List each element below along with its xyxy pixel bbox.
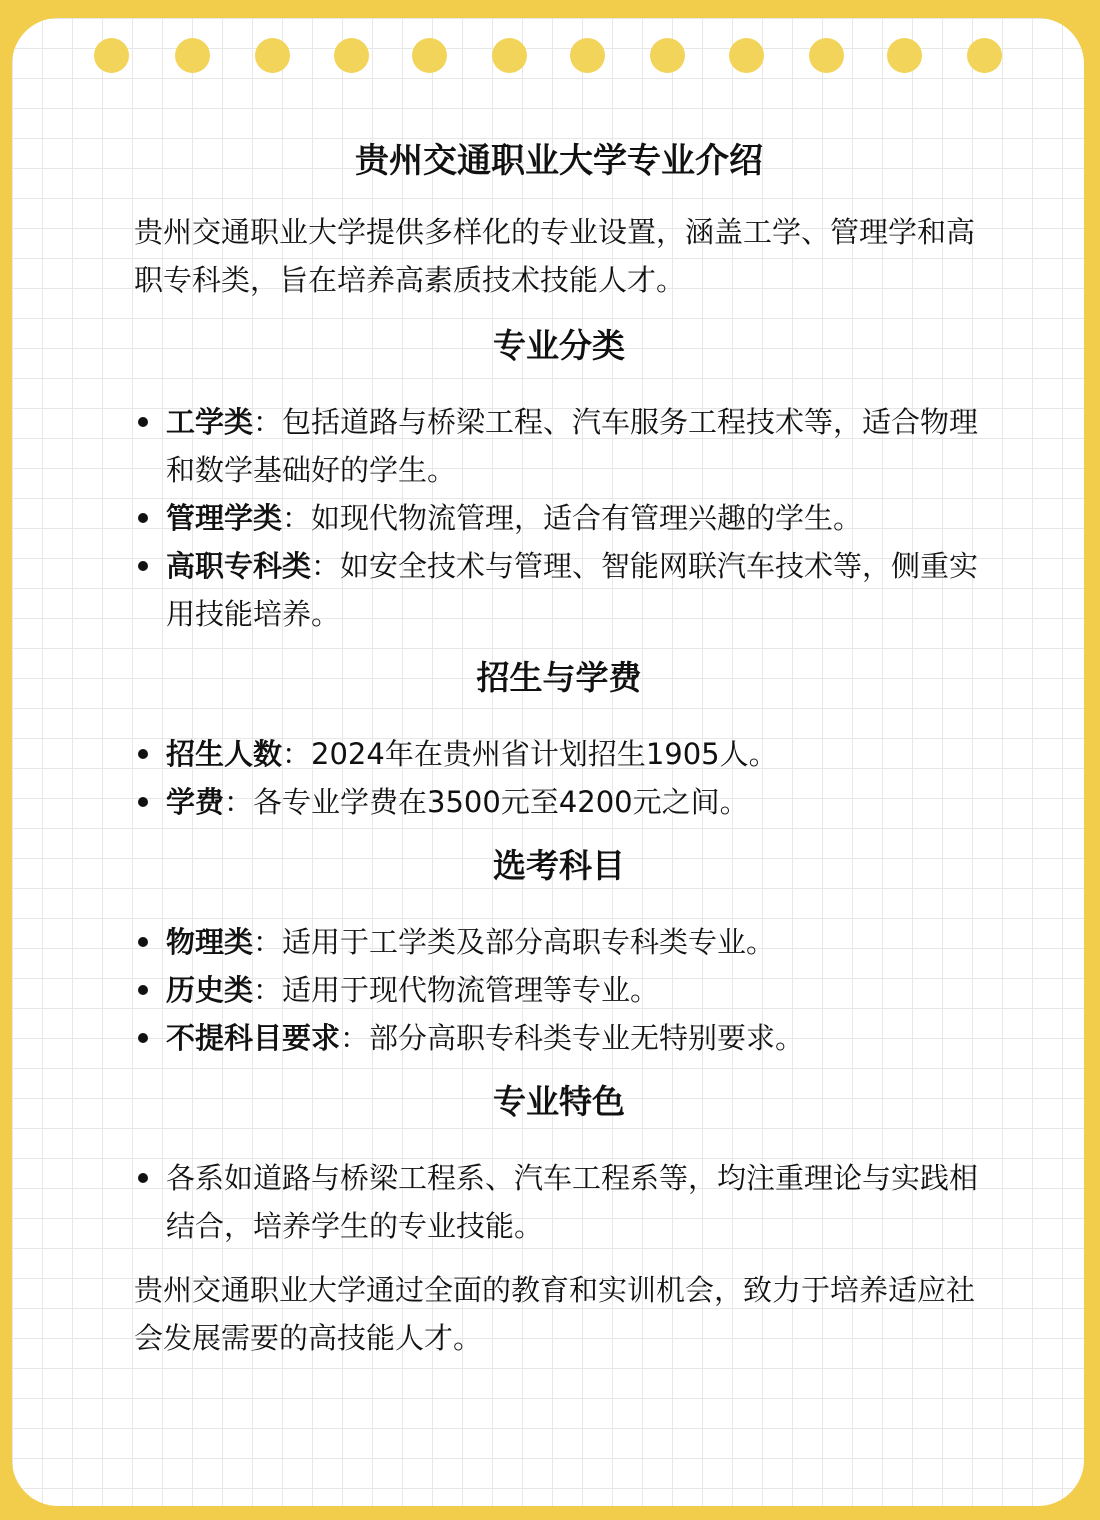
section-heading-major-features: 专业特色 — [493, 1082, 625, 1121]
list-item-term: 不提科目要求 — [166, 1021, 341, 1055]
list-item — [134, 778, 984, 826]
list-item-text: 各系如道路与桥梁工程系、汽车工程系等，均注重理论与实践相结合，培养学生的专业技能。 — [166, 1161, 979, 1243]
list-item — [134, 494, 984, 542]
binder-hole — [255, 38, 290, 73]
binder-hole — [334, 38, 369, 73]
article — [134, 136, 984, 1380]
list-item-text: ：如现代物流管理，适合有管理兴趣的学生。 — [282, 501, 863, 535]
binder-hole — [729, 38, 764, 73]
list-item — [134, 1154, 984, 1250]
binder-hole — [94, 38, 129, 73]
list-item — [134, 1014, 984, 1062]
list-item-text: ：如安全技术与管理、智能网联汽车技术等，侧重实用技能培养。 — [166, 549, 979, 631]
list-item-text: ：2024年在贵州省计划招生1905人。 — [282, 737, 778, 771]
section-heading-admission-tuition: 招生与学费 — [476, 658, 642, 697]
section-heading-exam-subjects: 选考科目 — [493, 846, 625, 885]
list-item-term: 管理学类 — [166, 501, 283, 535]
binder-holes — [12, 38, 1084, 74]
list-item-text: ：部分高职专科类专业无特别要求。 — [340, 1021, 805, 1055]
major-features-list — [134, 1154, 984, 1250]
major-categories-list — [134, 398, 984, 638]
admission-tuition-list — [134, 730, 984, 826]
binder-hole — [887, 38, 922, 73]
page-title: 贵州交通职业大学专业介绍 — [355, 141, 763, 181]
binder-hole — [412, 38, 447, 73]
conclusion-paragraph: 贵州交通职业大学通过全面的教育和实训机会，致力于培养适应社会发展需要的高技能人才。 — [134, 1273, 976, 1355]
list-item-text: ：包括道路与桥梁工程、汽车服务工程技术等，适合物理和数学基础好的学生。 — [166, 405, 979, 487]
notebook-card — [12, 18, 1084, 1506]
list-item-text: ：适用于工学类及部分高职专科类专业。 — [253, 925, 776, 959]
binder-hole — [492, 38, 527, 73]
binder-hole — [570, 38, 605, 73]
list-item-term: 招生人数 — [166, 737, 283, 771]
list-item — [134, 966, 984, 1014]
list-item-term: 物理类 — [166, 925, 254, 959]
list-item — [134, 730, 984, 778]
list-item — [134, 542, 984, 638]
binder-hole — [650, 38, 685, 73]
list-item-term: 历史类 — [166, 973, 254, 1007]
list-item-text: ：适用于现代物流管理等专业。 — [253, 973, 660, 1007]
exam-subjects-list — [134, 918, 984, 1062]
list-item — [134, 918, 984, 966]
list-item — [134, 398, 984, 494]
list-item-term: 工学类 — [166, 405, 254, 439]
binder-hole — [175, 38, 210, 73]
list-item-term: 高职专科类 — [166, 549, 312, 583]
list-item-text: ：各专业学费在3500元至4200元之间。 — [224, 785, 749, 819]
list-item-term: 学费 — [166, 785, 225, 819]
binder-hole — [809, 38, 844, 73]
binder-hole — [967, 38, 1002, 73]
section-heading-major-categories: 专业分类 — [493, 326, 625, 365]
intro-paragraph: 贵州交通职业大学提供多样化的专业设置，涵盖工学、管理学和高职专科类，旨在培养高素质技术技能人才。 — [134, 215, 976, 297]
